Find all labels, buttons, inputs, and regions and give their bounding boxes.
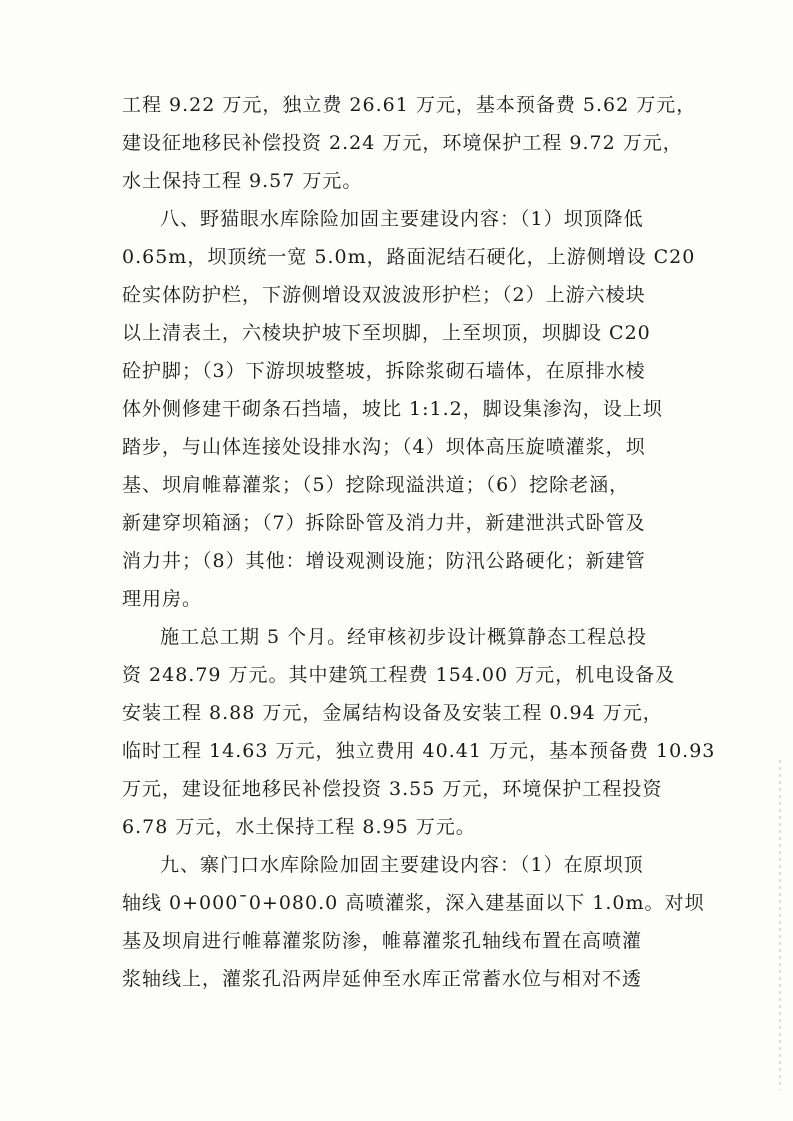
text-line: 新建穿坝箱涵；（7）拆除卧管及消力井，新建泄洪式卧管及	[122, 512, 646, 534]
text-line: 资 248.79 万元。其中建筑工程费 154.00 万元，机电设备及	[122, 664, 676, 686]
text-line: 6.78 万元，水土保持工程 8.95 万元。	[122, 816, 476, 838]
scan-edge-mark	[779, 760, 781, 1090]
text-line: 安装工程 8.88 万元，金属结构设备及安装工程 0.94 万元，	[122, 702, 663, 724]
text-line: 临时工程 14.63 万元，独立费用 40.41 万元，基本预备费 10.93	[122, 740, 716, 762]
text-line: 浆轴线上，灌浆孔沿两岸延伸至水库正常蓄水位与相对不透	[122, 968, 643, 990]
text-line: 以上清表土，六棱块护坡下至坝脚，上至坝顶，坝脚设 C20	[122, 322, 651, 344]
text-line: 基、坝肩帷幕灌浆；（5）挖除现溢洪道；（6）挖除老涵，	[122, 474, 630, 496]
text-line: 体外侧修建干砌条石挡墙，坡比 1:1.2，脚设集渗沟，设上坝	[122, 398, 663, 420]
text-line: 水土保持工程 9.57 万元。	[122, 170, 363, 192]
text-line: 砼护脚；（3）下游坝坡整坡，拆除浆砌石墙体，在原排水棱	[122, 360, 646, 382]
construction-period-line: 施工总工期 5 个月。经审核初步设计概算静态工程总投	[160, 626, 648, 648]
text-line: 基及坝肩进行帷幕灌浆防渗，帷幕灌浆孔轴线布置在高喷灌	[122, 930, 643, 952]
text-line: 轴线 0+000¯0+080.0 高喷灌浆，深入建基面以下 1.0m。对坝	[122, 892, 705, 914]
text-line: 0.65m，坝顶统一宽 5.0m，路面泥结石硬化，上游侧增设 C20	[122, 246, 696, 268]
text-line: 万元，建设征地移民补偿投资 3.55 万元，环境保护工程投资	[122, 778, 663, 800]
text-line: 踏步，与山体连接处设排水沟；（4）坝体高压旋喷灌浆，坝	[122, 436, 646, 458]
text-line: 建设征地移民补偿投资 2.24 万元，环境保护工程 9.72 万元，	[122, 132, 683, 154]
text-line: 砼实体防护栏，下游侧增设双波波形护栏；（2）上游六棱块	[122, 284, 646, 306]
section-8-heading-line: 八、野猫眼水库除险加固主要建设内容：（1）坝顶降低	[160, 208, 644, 230]
text-line: 理用房。	[122, 588, 203, 610]
section-9-heading-line: 九、寨门口水库除险加固主要建设内容：（1）在原坝顶	[160, 854, 644, 876]
text-line: 工程 9.22 万元，独立费 26.61 万元，基本预备费 5.62 万元，	[122, 94, 697, 116]
text-line: 消力井；（8）其他：增设观测设施；防汛公路硬化；新建管	[122, 550, 646, 572]
